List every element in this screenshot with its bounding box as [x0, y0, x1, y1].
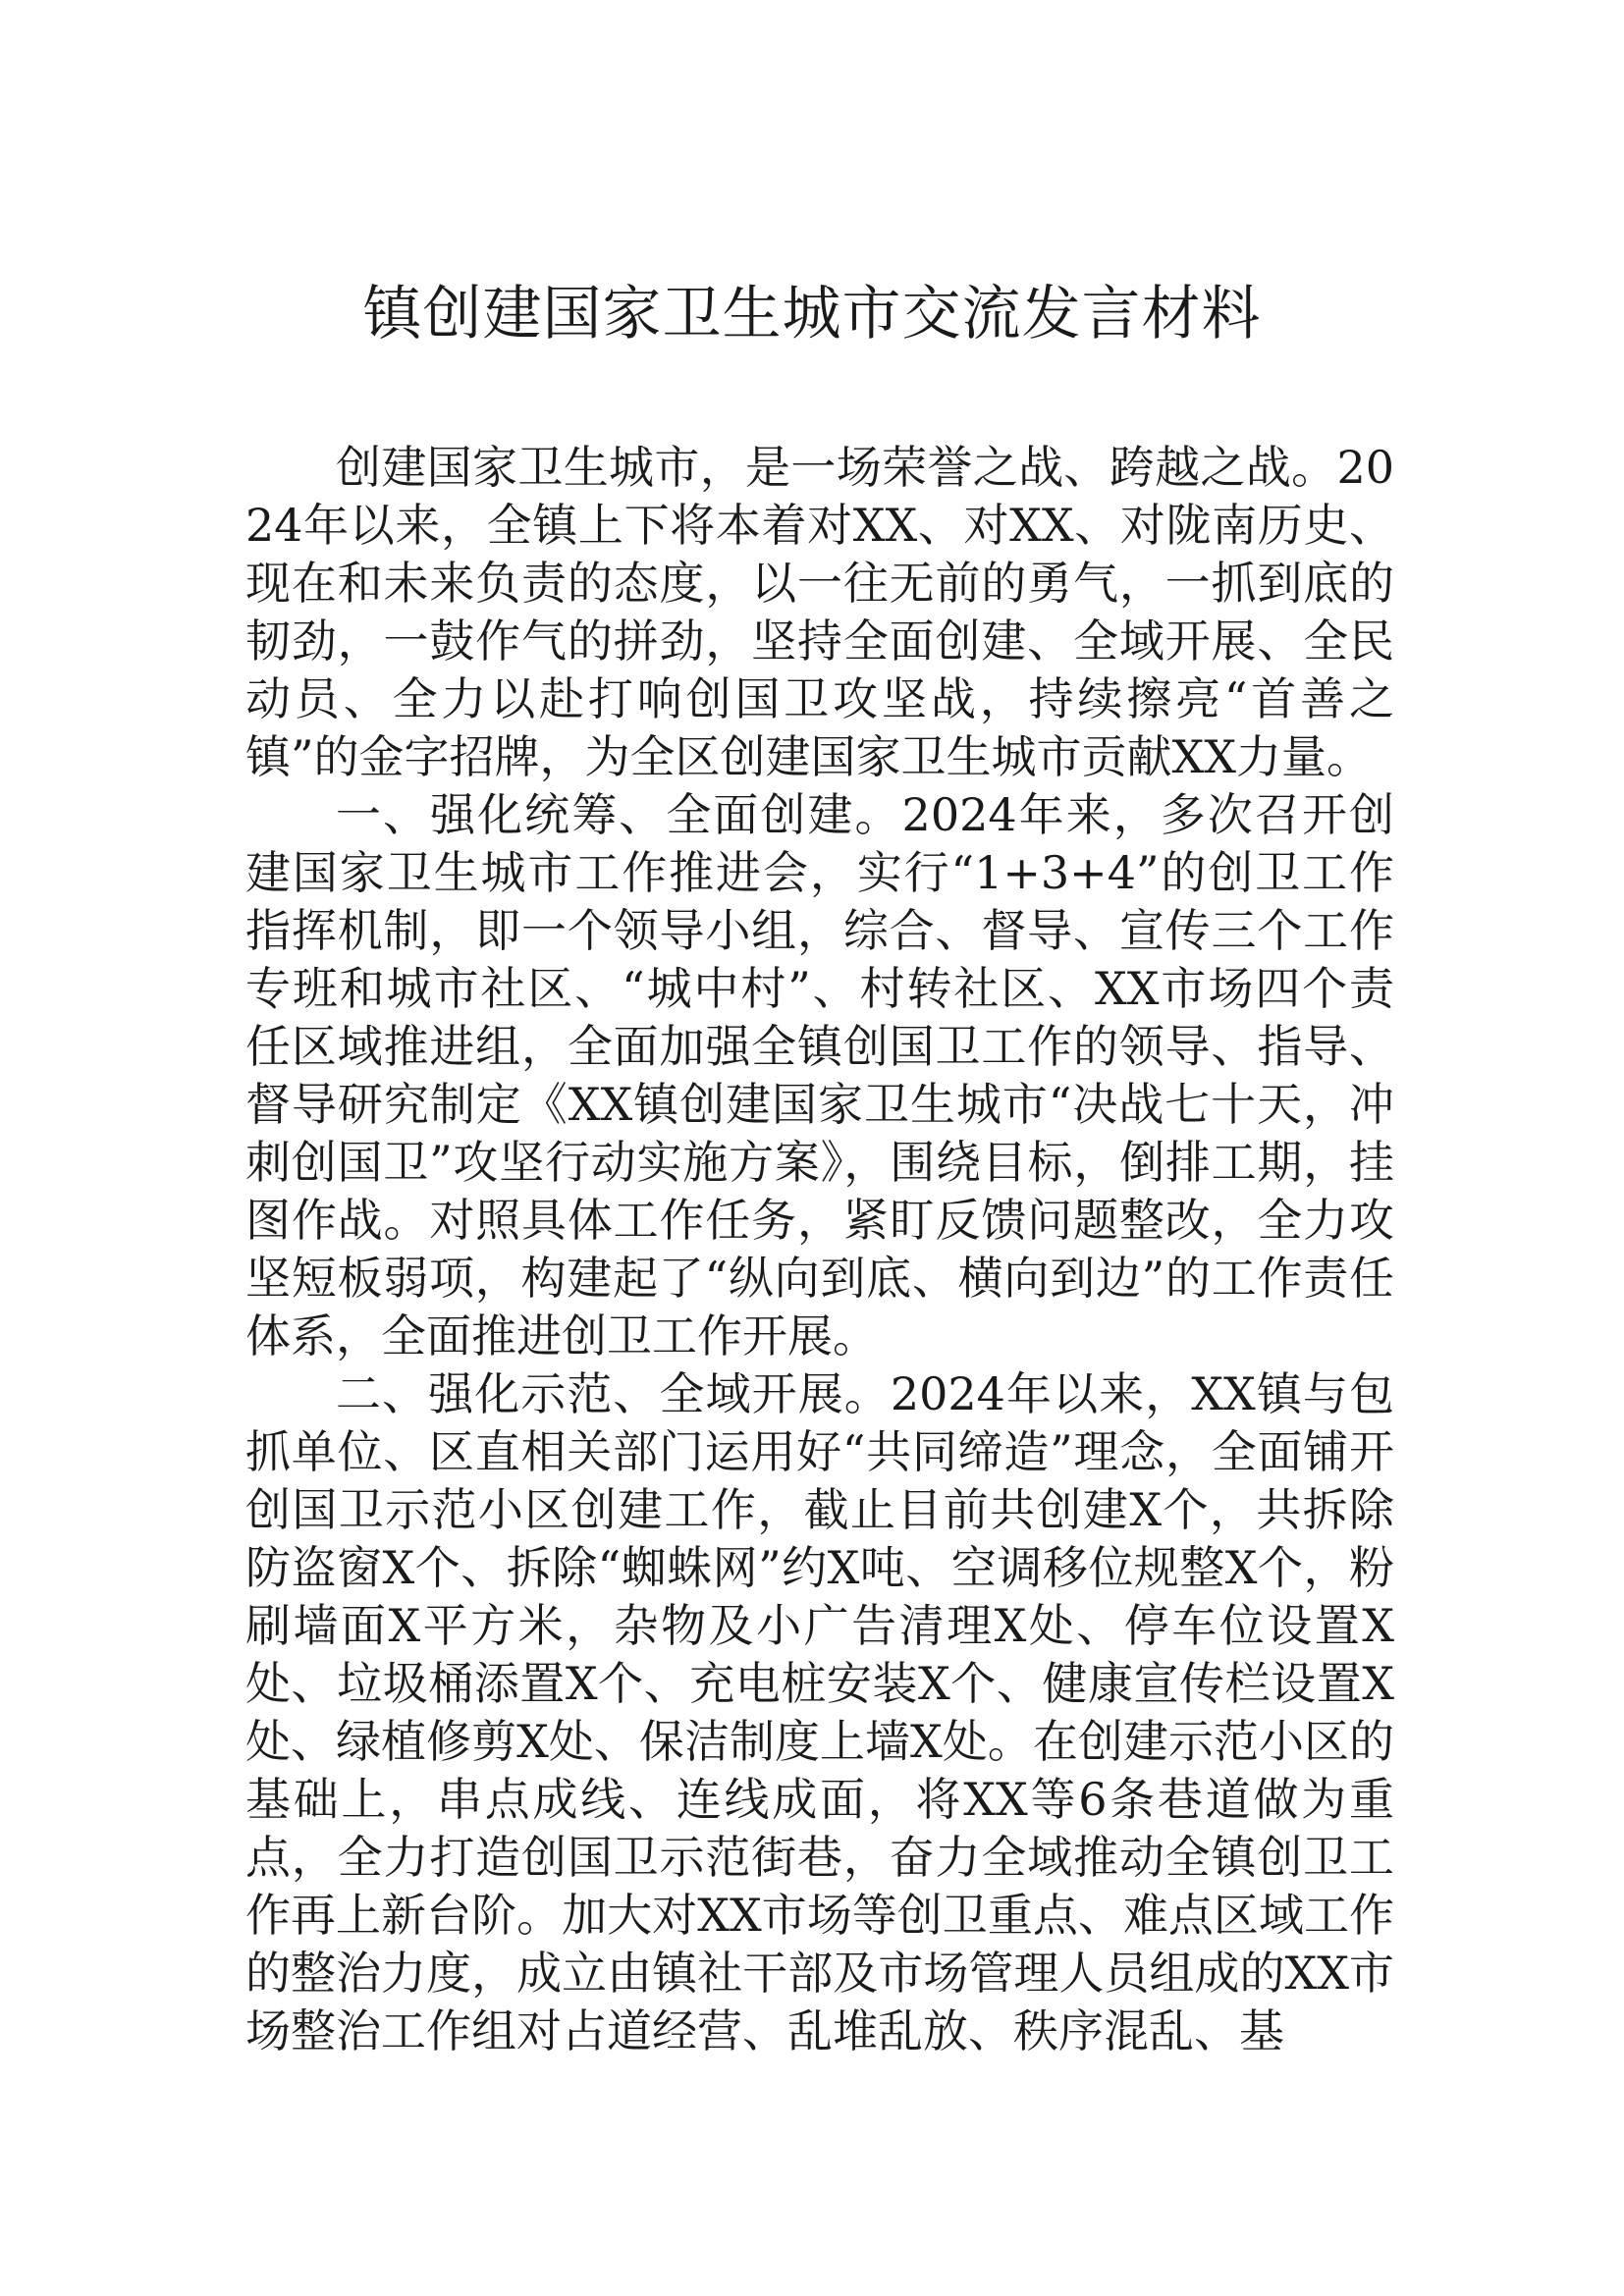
document-body — [245, 439, 1394, 2060]
paragraph-section-one: 一、强化统筹、全面创建。2024年来，多次召开创建国家卫生城市工作推进会，实行“1+3+4”的创卫工作指挥机制，即一个领导小组，综合、督导、宣传三个工作专班和城市社区、“城中村”、村转社区、XX市场四个责任区域推进组，全面加强全镇创国卫工作的领导、指导、督导研究制定《XX镇创建国家卫生城市“决战七十天，冲刺创国卫”攻坚行动实施方案》，围绕目标，倒排工期，挂图作战。对照具体工作任务，紧盯反馈问题整改，全力攻坚短板弱项，构建起了“纵向到底、横向到边”的工作责任体系，全面推进创卫工作开展。 — [245, 788, 1394, 1362]
document-title: 镇创建国家卫生城市交流发言材料 — [362, 280, 1262, 348]
paragraph-section-two: 二、强化示范、全域开展。2024年以来，XX镇与包抓单位、区直相关部门运用好“共同缔造”理念，全面铺开创国卫示范小区创建工作，截止目前共创建X个，共拆除防盗窗X个、拆除“蜘蛛网”约X吨、空调移位规整X个，粉刷墙面X平方米，杂物及小广告清理X处、停车位设置X处、垃圾桶添置X个、充电桩安装X个、健康宣传栏设置X处、绿植修剪X处、保洁制度上墙X处。在创建示范小区的基础上，串点成线、连线成面，将XX等6条巷道做为重点，全力打造创国卫示范街巷，奋力全域推动全镇创卫工作再上新台阶。加大对XX市场等创卫重点、难点区域工作的整治力度，成立由镇社干部及市场管理人员组成的XX市场整治工作组对占道经营、乱堆乱放、秩序混乱、基 — [245, 1367, 1394, 2057]
paragraph-intro: 创建国家卫生城市，是一场荣誉之战、跨越之战。2024年以来，全镇上下将本着对XX、对XX、对陇南历史、现在和未来负责的态度，以一往无前的勇气，一抓到底的韧劲，一鼓作气的拼劲，坚持全面创建、全域开展、全民动员、全力以赴打响创国卫攻坚战，持续擦亮“首善之镇”的金字招牌，为全区创建国家卫生城市贡献XX力量。 — [245, 441, 1394, 783]
